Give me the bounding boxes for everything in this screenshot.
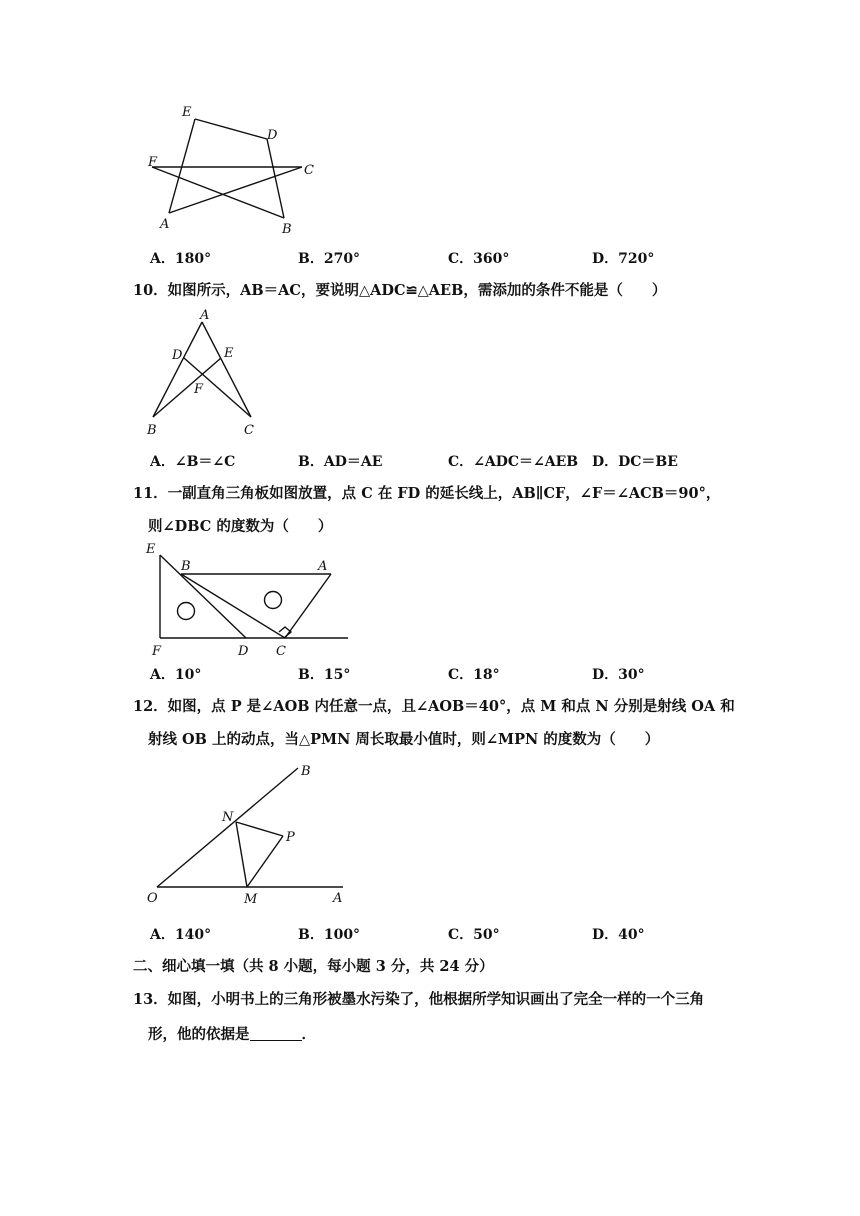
q9-option-a: A．180° [150,251,212,267]
q9-label-a: A [160,217,170,232]
q10-stem: 10．如图所示，AB＝AC，要说明△ADC≌△AEB，需添加的条件不能是（ ） [133,282,667,299]
q9-label-f: F [148,155,158,170]
q12-option-d: D．40° [592,927,645,943]
q13-stem-line2 [148,1025,316,1045]
q9-label-c: C [304,163,314,178]
q10-option-c: C．∠ADC＝∠AEB [448,454,579,470]
q13-stem-prefix: 形，他的依据是 [148,1026,250,1043]
q10-label-d: D [172,348,183,363]
q10-label-f: F [194,382,204,397]
q10-label-e: E [224,346,234,361]
q12-option-a: A．140° [150,927,212,943]
q11-label-b: B [181,559,191,574]
q12-stem-line2: 射线 OB 上的动点，当△PMN 周长取最小值时，则∠MPN 的度数为（ ） [148,731,660,748]
q13-answer-blank [250,1026,302,1041]
q12-option-c: C．50° [448,927,500,943]
q12-label-a: A [333,891,343,906]
q11-stem-line2: 则∠DBC 的度数为（ ） [148,518,333,535]
q11-option-c: C．18° [448,667,500,683]
q11-label-d: D [238,644,249,659]
q11-stem-line1: 11．一副直角三角板如图放置，点 C 在 FD 的延长线上，AB∥CF，∠F＝∠ACB＝90°， [133,485,721,502]
q12-option-b: B．100° [298,927,361,943]
q10-label-a: A [200,308,210,323]
q11-label-e: E [146,542,156,557]
q13-stem-suffix: ． [301,1026,316,1043]
q9-label-e: E [182,105,192,120]
q12-label-p: P [286,830,295,845]
q12-label-b: B [301,764,311,779]
q9-label-b: B [282,222,292,237]
q9-option-b: B．270° [298,251,361,267]
q9-option-c: C．360° [448,251,510,267]
q12-stem-line1: 12．如图，点 P 是∠AOB 内任意一点，且∠AOB＝40°，点 M 和点 N 分别是射线 OA 和 [133,698,735,715]
q13-stem-line1: 13．如图，小明书上的三角形被墨水污染了，他根据所学知识画出了完全一样的一个三角 [133,991,705,1008]
q10-label-c: C [244,423,254,438]
q12-label-o: O [147,891,158,906]
q11-label-a: A [318,559,328,574]
q10-option-a: A．∠B＝∠C [150,454,236,470]
q10-option-d: D．DC＝BE [592,454,678,470]
q11-option-b: B．15° [298,667,351,683]
q12-label-m: M [244,892,258,907]
q10-option-b: B．AD＝AE [298,454,383,470]
q12-label-n: N [222,810,234,825]
q9-label-d: D [267,128,278,143]
q11-label-c: C [276,644,286,659]
q11-option-a: A．10° [150,667,202,683]
q11-option-d: D．30° [592,667,645,683]
q10-label-b: B [147,423,157,438]
section-2-heading: 二、细心填一填（共 8 小题，每小题 3 分，共 24 分） [133,958,494,975]
q9-option-d: D．720° [592,251,655,267]
q11-label-f: F [152,644,162,659]
